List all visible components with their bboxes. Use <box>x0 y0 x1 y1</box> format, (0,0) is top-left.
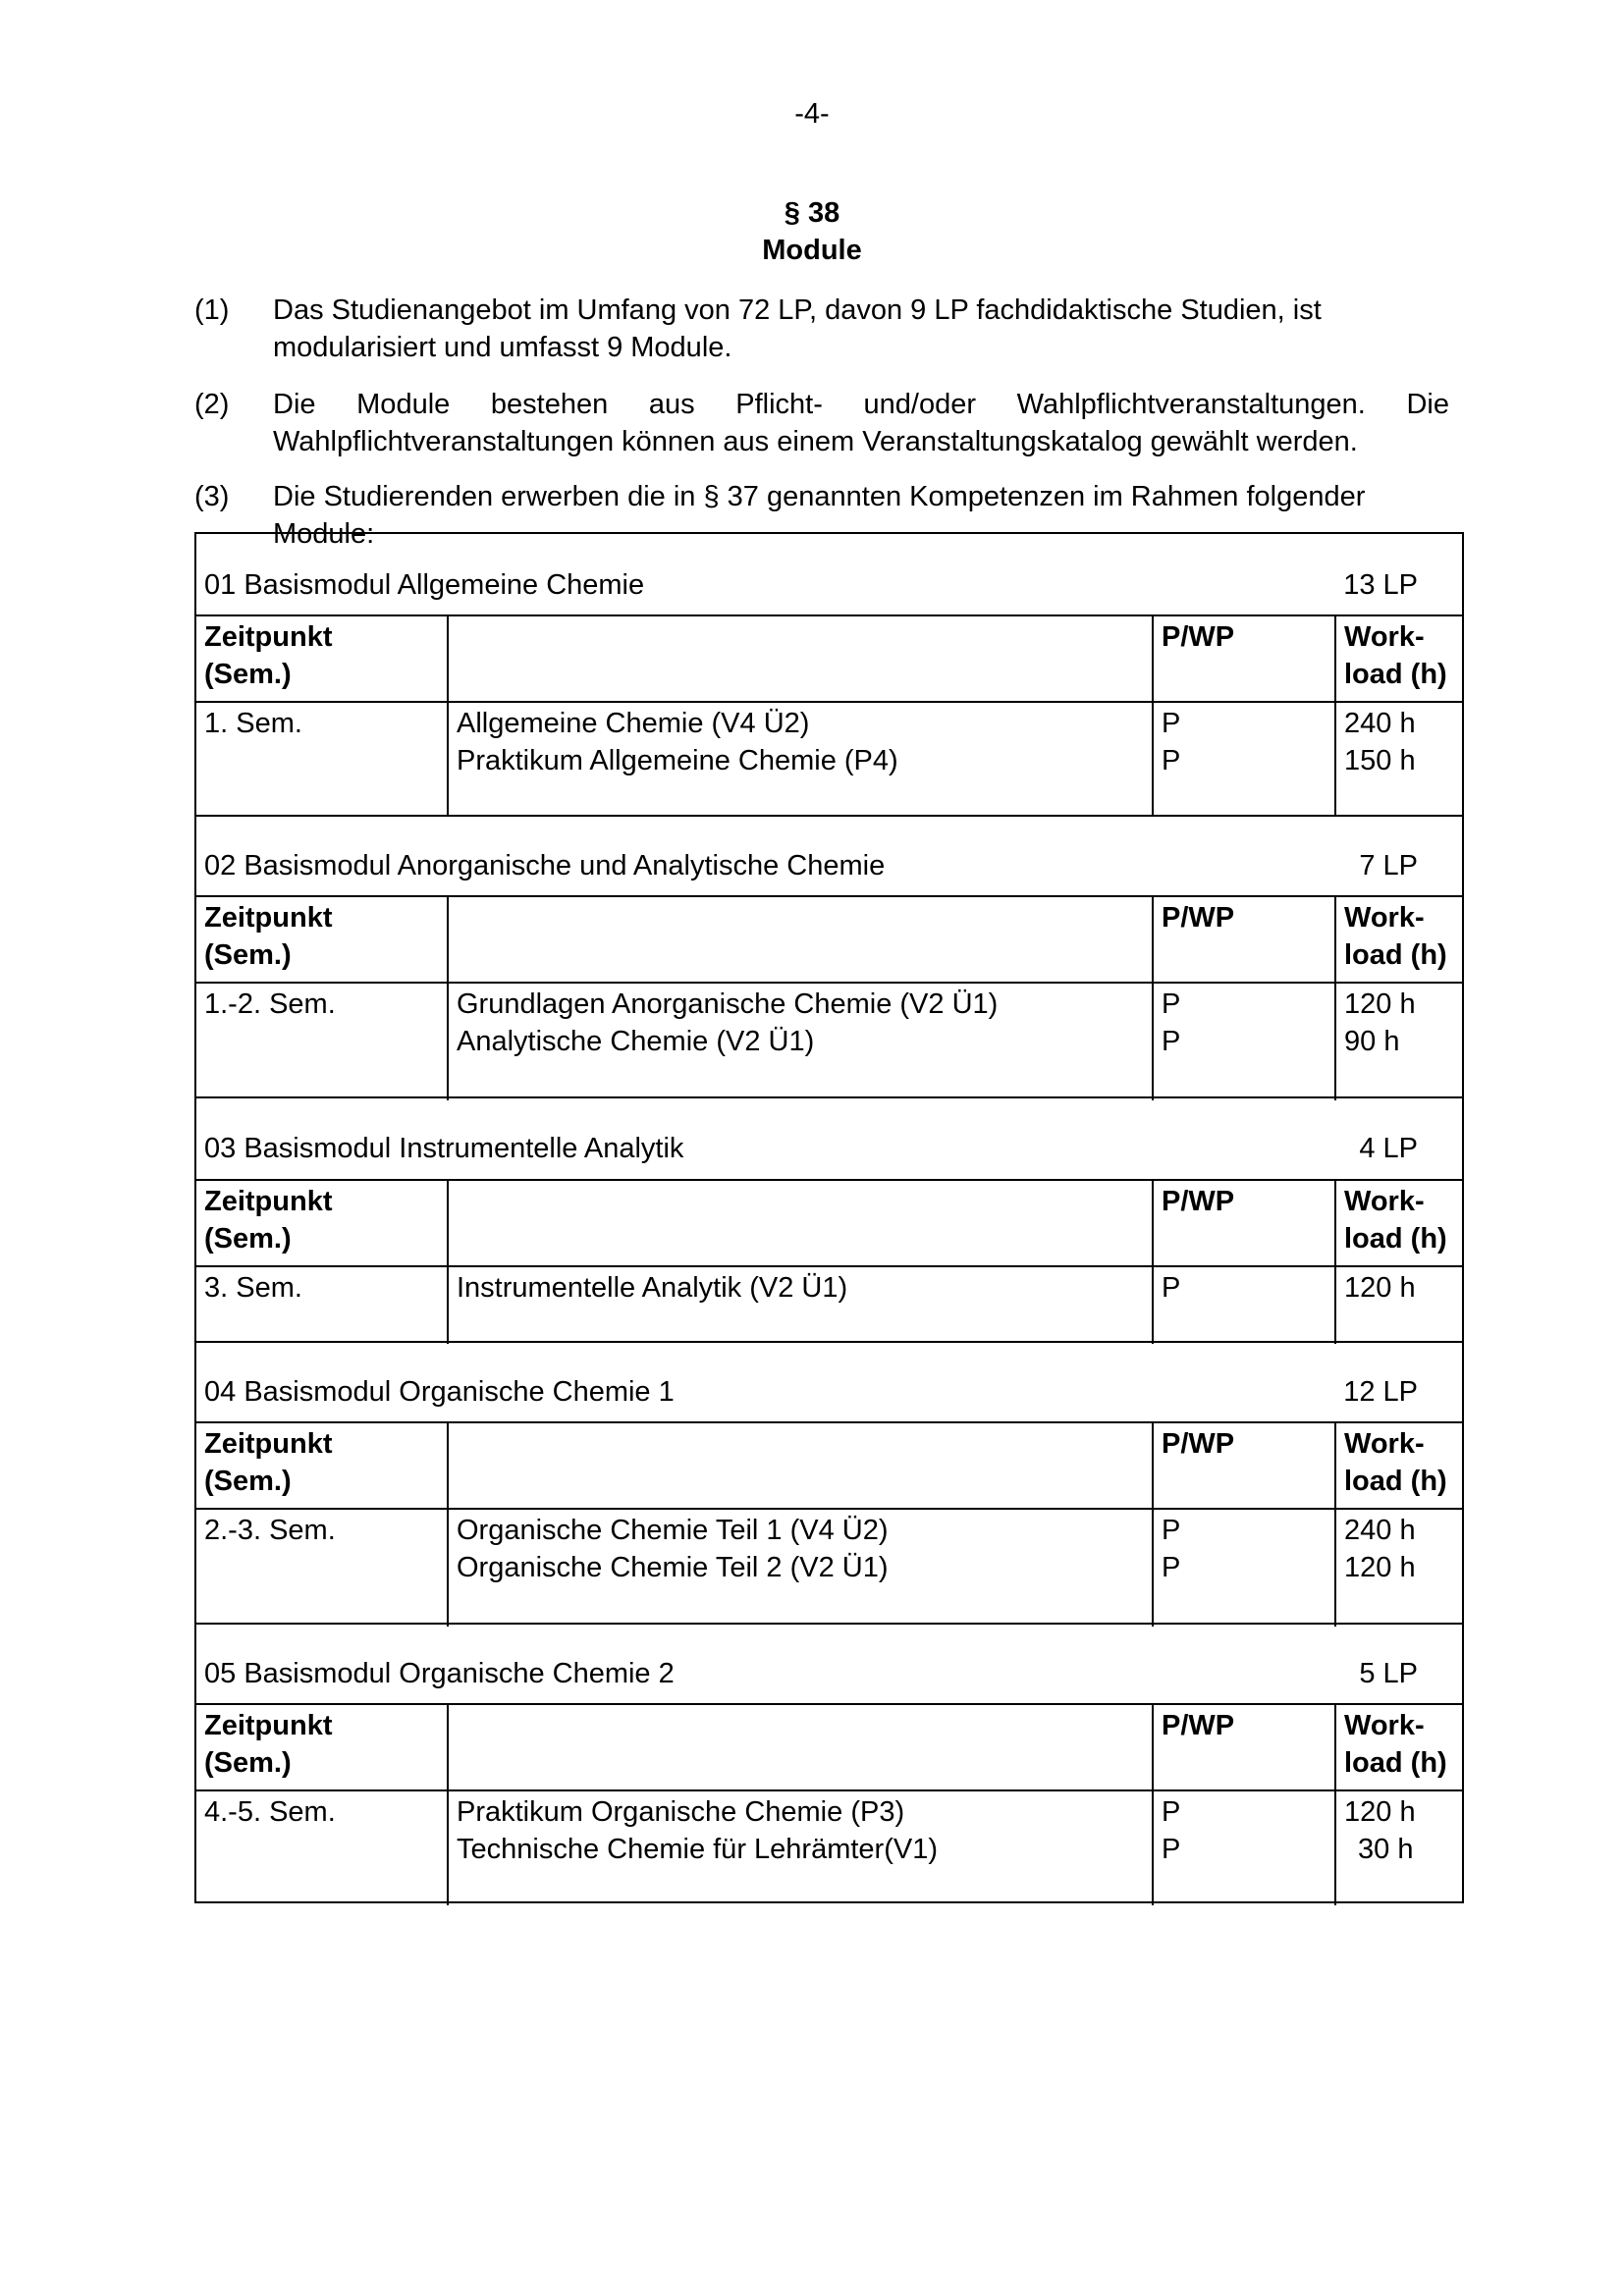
module-title: 05 Basismodul Organische Chemie 2 <box>204 1658 675 1689</box>
pwp-cell: P <box>1153 1266 1335 1344</box>
table-row <box>196 1790 1462 1905</box>
pwp-cell: P P <box>1153 702 1335 817</box>
table-row <box>196 1266 1462 1344</box>
header-pwp: P/WP <box>1153 896 1335 983</box>
module-block <box>196 534 1462 817</box>
header-workload: Work- load (h) <box>1335 1180 1462 1266</box>
header-course <box>448 1704 1153 1790</box>
header-zeitpunkt: Zeitpunkt (Sem.) <box>196 1422 448 1509</box>
modules-table <box>194 532 1464 1903</box>
module-title: 04 Basismodul Organische Chemie 1 <box>204 1376 675 1408</box>
paragraph-text-line-1: Die Module bestehen aus Pflicht- und/oder Wahlpflichtveranstaltungen. Die <box>273 389 1449 420</box>
header-pwp: P/WP <box>1153 615 1335 702</box>
semester-cell: 1.-2. Sem. <box>196 983 448 1100</box>
workload-cell: 120 h 30 h <box>1335 1790 1462 1905</box>
module-grid <box>196 895 1462 1100</box>
module-title: 01 Basismodul Allgemeine Chemie <box>204 569 645 601</box>
module-grid <box>196 614 1462 817</box>
semester-cell: 3. Sem. <box>196 1266 448 1344</box>
semester-cell: 1. Sem. <box>196 702 448 817</box>
workload-cell: 120 h 90 h <box>1335 983 1462 1100</box>
header-workload: Work- load (h) <box>1335 615 1462 702</box>
header-row <box>196 1704 1462 1790</box>
page-number: -4- <box>794 98 830 130</box>
header-zeitpunkt: Zeitpunkt (Sem.) <box>196 896 448 983</box>
module-block <box>196 817 1462 1098</box>
course-cell: Grundlagen Anorganische Chemie (V2 Ü1) Analytische Chemie (V2 Ü1) <box>448 983 1153 1100</box>
module-grid <box>196 1703 1462 1905</box>
section-heading <box>0 194 1624 269</box>
header-workload: Work- load (h) <box>1335 1422 1462 1509</box>
header-row <box>196 1422 1462 1509</box>
workload-cell: 240 h 120 h <box>1335 1509 1462 1627</box>
module-credits: 13 LP <box>1343 569 1418 601</box>
module-title: 02 Basismodul Anorganische und Analytische Chemie <box>204 850 886 881</box>
header-course <box>448 1180 1153 1266</box>
course-cell: Organische Chemie Teil 1 (V4 Ü2) Organische Chemie Teil 2 (V2 Ü1) <box>448 1509 1153 1627</box>
header-row <box>196 615 1462 702</box>
table-row <box>196 702 1462 817</box>
module-title: 03 Basismodul Instrumentelle Analytik <box>204 1133 684 1164</box>
module-credits: 5 LP <box>1359 1658 1418 1689</box>
table-row <box>196 1509 1462 1627</box>
paragraph-1 <box>194 292 1449 366</box>
pwp-cell: P P <box>1153 1509 1335 1627</box>
course-cell: Praktikum Organische Chemie (P3) Technische Chemie für Lehrämter(V1) <box>448 1790 1153 1905</box>
header-zeitpunkt: Zeitpunkt (Sem.) <box>196 1180 448 1266</box>
module-block <box>196 1343 1462 1625</box>
paragraph-2 <box>194 386 1449 460</box>
semester-cell: 4.-5. Sem. <box>196 1790 448 1905</box>
workload-cell: 240 h 150 h <box>1335 702 1462 817</box>
paragraph-number: (3) <box>194 481 230 512</box>
module-credits: 4 LP <box>1359 1133 1418 1164</box>
header-course <box>448 615 1153 702</box>
header-pwp: P/WP <box>1153 1180 1335 1266</box>
header-zeitpunkt: Zeitpunkt (Sem.) <box>196 1704 448 1790</box>
header-course <box>448 1422 1153 1509</box>
header-pwp: P/WP <box>1153 1422 1335 1509</box>
workload-cell: 120 h <box>1335 1266 1462 1344</box>
course-cell: Instrumentelle Analytik (V2 Ü1) <box>448 1266 1153 1344</box>
section-title: Module <box>762 235 862 266</box>
paragraph-number: (2) <box>194 389 230 420</box>
header-workload: Work- load (h) <box>1335 896 1462 983</box>
module-grid <box>196 1421 1462 1627</box>
module-block <box>196 1625 1462 1901</box>
header-pwp: P/WP <box>1153 1704 1335 1790</box>
header-course <box>448 896 1153 983</box>
module-grid <box>196 1179 1462 1344</box>
module-block <box>196 1098 1462 1343</box>
header-zeitpunkt: Zeitpunkt (Sem.) <box>196 615 448 702</box>
header-row <box>196 1180 1462 1266</box>
course-cell: Allgemeine Chemie (V4 Ü2) Praktikum Allgemeine Chemie (P4) <box>448 702 1153 817</box>
section-number: § 38 <box>784 197 840 229</box>
semester-cell: 2.-3. Sem. <box>196 1509 448 1627</box>
module-credits: 7 LP <box>1359 850 1418 881</box>
paragraph-text: Das Studienangebot im Umfang von 72 LP, davon 9 LP fachdidaktische Studien, ist modularisiert und umfasst 9 Module. <box>273 294 1322 363</box>
header-row <box>196 896 1462 983</box>
paragraph-number: (1) <box>194 294 230 326</box>
pwp-cell: P P <box>1153 983 1335 1100</box>
pwp-cell: P P <box>1153 1790 1335 1905</box>
header-workload: Work- load (h) <box>1335 1704 1462 1790</box>
module-credits: 12 LP <box>1343 1376 1418 1408</box>
table-row <box>196 983 1462 1100</box>
paragraph-text: Die Studierenden erwerben die in § 37 genannten Kompetenzen im Rahmen folgender Module: <box>273 481 1366 550</box>
paragraph-text-line-2: Wahlpflichtveranstaltungen können aus einem Veranstaltungskatalog gewählt werden. <box>273 426 1358 457</box>
